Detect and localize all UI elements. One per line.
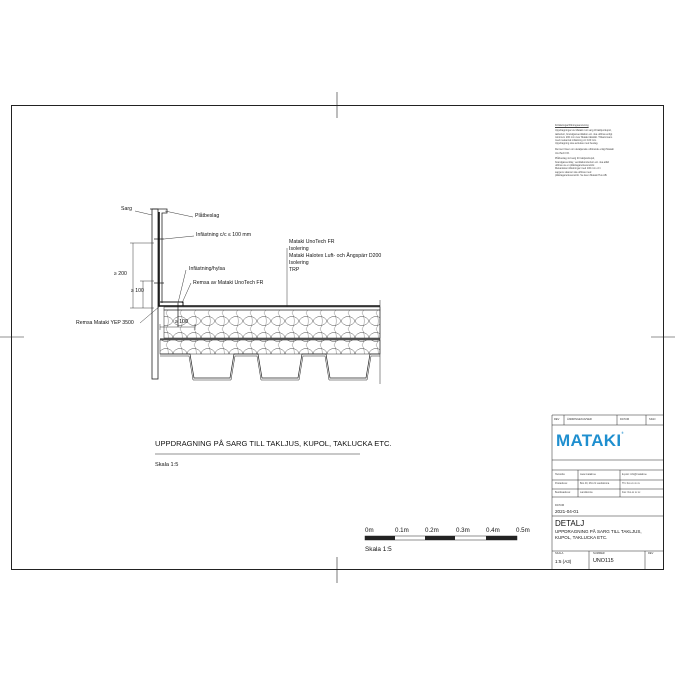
label-platbeslag: Plåtbeslag [195,213,220,219]
label-sarg: Sarg [121,206,132,212]
note-line: plåtslagare/leverantör. Se även Mataki Hus AB. [555,173,608,177]
tb-nummer-label: NUMMER [593,552,605,555]
tb-rev-label: REV [648,552,654,555]
layer-label-3: Mataki Halotex Luft- och Ångspärr D200 [289,253,382,259]
dim-100-horizontal: ≥ 100 [175,319,188,325]
scale-tick-5: 0.5m [516,527,530,534]
tb-change-header: ÄNDRINGEN AVSER [567,418,592,421]
scale-bar-label: Skala 1:5 [365,546,392,553]
contact-value: Fax: 0xx-xx xx xx [622,491,641,494]
tb-skala: 1:5 (A3) [555,559,572,564]
contact-value: Landskrona [580,491,593,494]
contact-label: Postadress: [555,482,568,485]
layer-label-4: Isolering [289,260,309,266]
note-line: takluckor, brandgasventilation etc. ska utföras enligt [555,132,613,136]
dim-100: ≥ 100 [131,288,144,294]
tb-sign-header: SIGN [649,418,656,421]
note-line: Remsor lösen om detaljerade utförande enligt Mataki [555,148,614,152]
scale-tick-3: 0.3m [456,527,470,534]
tb-type: DETALJ [555,519,585,528]
scale-tick-2: 0.2m [425,527,439,534]
layer-label-1: Mataki UnoTech FR [289,239,335,245]
scale-tick-1: 0.1m [395,527,409,534]
contact-label: Besöksadress: [555,491,571,494]
note-line: UnoTech FR. [555,151,570,155]
trp-profile [160,354,380,378]
scale-bar-graphic [365,536,517,540]
contact-label: Hemsida: [555,473,566,476]
note-line: Uppdragning ska avslutas med beslag. [555,142,599,146]
label-remsa-unotech: Remsa av Mataki UnoTech FR [193,280,264,286]
note-line: sargens skarvar ska utföras med [555,170,592,174]
label-infastning: Infästning c/c ≤ 100 mm [196,232,252,238]
notes-heading: Förklaringar/Ritningsanvisning [555,124,589,127]
contact-value: www.mataki.se [580,473,596,476]
drawing-notes [555,124,660,177]
tb-description-2: KUPOL, TAKLUCKA ETC. [555,535,608,540]
note-line: med mekanisk infästning c/c 100 mm. [555,139,597,143]
tb-skala-label: SKALA [555,552,564,555]
contact-value: Tfn: 0xx-xx xx xx [622,482,640,485]
tb-rev-header: REV [554,418,560,421]
tb-date-header: DATUM [620,418,630,421]
contact-value: Box 40, 261 21 Landskrona [580,482,610,485]
insulation-bottom [160,340,380,354]
note-line: brandgasventiler, ventilationsluckor etc. ska alltid [555,160,610,164]
tb-datum: 2021-04-01 [555,509,579,514]
scale-tick-0: 0m [365,527,374,534]
drawing-scale-note: Skala 1:5 [155,462,179,468]
dim-200: ≥ 200 [114,271,127,277]
tb-datum-label: DATUM [555,504,565,507]
note-line: minimum 200 mm över Mataki tätskikt. Tillsammans [555,135,613,139]
note-line: Uppdragningar av Mataki mot sarg till takljus/kupol, [555,129,612,133]
note-line: Mekaniska infästningar med 100 mm c/c i [555,167,601,171]
tb-description-1: UPPDRAGNING PÅ SARG TILL TAKLJUS, [555,529,642,534]
insulation-top [164,310,380,338]
layer-label-5: TRP [289,267,300,273]
drawing-title: UPPDRAGNING PÅ SARG TILL TAKLJUS, KUPOL, TAKLUCKA ETC. [155,439,392,448]
sarg-shape [152,209,158,379]
note-line: Plåtbeslag vid sarg för takljus/kupol, [555,157,595,161]
mataki-logo: MATAKI® [556,431,624,450]
note-line: utföras av en plåtslagare/leverantör. [555,163,595,167]
label-infastning-hylsa: Infästning/hylsa [189,266,226,272]
contact-value: E-post: info@mataki.se [622,473,647,476]
scale-tick-4: 0.4m [486,527,500,534]
tb-nummer: UNO115 [593,558,614,564]
label-remsa-yep: Remsa Mataki YEP 3500 [76,320,134,326]
layer-label-2: Isolering [289,246,309,252]
